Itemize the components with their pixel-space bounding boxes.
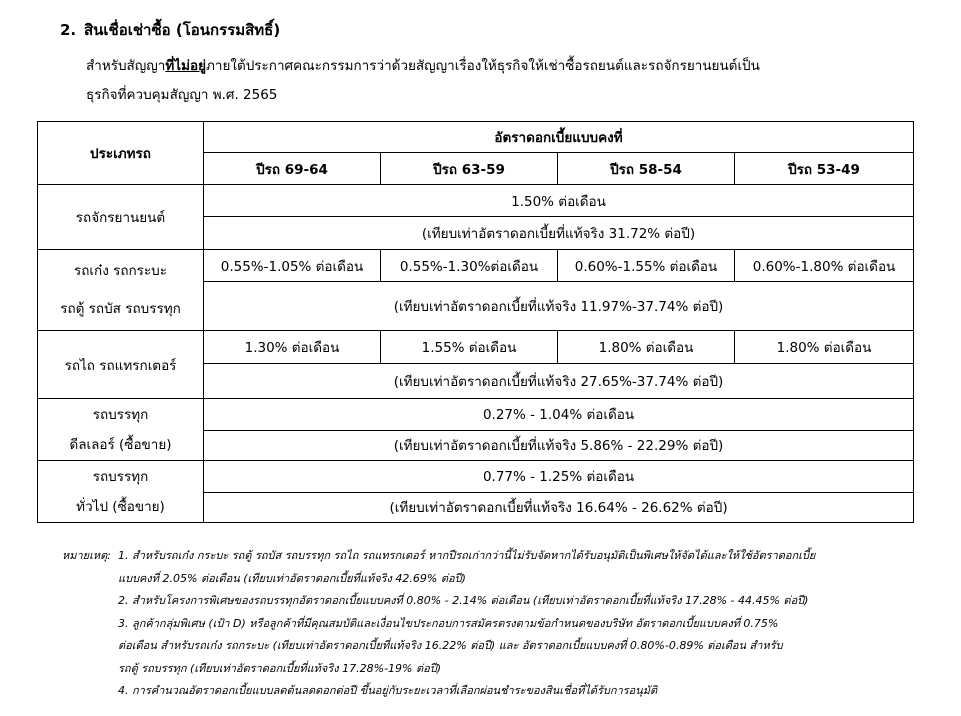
tractor-effective-rate: (เทียบเท่าอัตราดอกเบี้ยที่แท้จริง 27.65%-37.74% ต่อปี)	[204, 363, 914, 399]
truck-general-label	[38, 461, 204, 523]
notes-section	[62, 545, 942, 703]
motorcycle-effective-rate: (เทียบเท่าอัตราดอกเบี้ยที่แท้จริง 31.72% ต่อปี)	[204, 217, 914, 249]
truck-general-monthly-rate: 0.77% - 1.25% ต่อเดือน	[204, 461, 914, 492]
sedan-rate-1: 0.55%-1.05% ต่อเดือน	[204, 249, 381, 281]
intro-prefix: สำหรับสัญญา	[86, 58, 166, 74]
sedan-rate-3: 0.60%-1.55% ต่อเดือน	[558, 249, 735, 281]
note-3-line-2: ต่อเดือน สำหรับรถเก๋ง รถกระบะ (เทียบเท่าอัตราดอกเบี้ยที่แท้จริง 16.22% ต่อปี) และ อัตราดอกเบี้ยแบบคงที่ 0.80%-0.89% ต่อเดือน สำหรับ	[118, 639, 783, 652]
section-title: สินเชื่อเช่าซื้อ (โอนกรรมสิทธิ์)	[84, 21, 281, 39]
sedan-effective-rate: (เทียบเท่าอัตราดอกเบี้ยที่แท้จริง 11.97%-37.74% ต่อปี)	[204, 282, 914, 331]
year-header-2: ปีรถ 63-59	[381, 153, 558, 184]
truck-dealer-label	[38, 399, 204, 461]
note-3-line-3: รถตู้ รถบรรทุก (เทียบเท่าอัตราดอกเบี้ยที่แท้จริง 17.28%-19% ต่อปี)	[118, 661, 442, 675]
truck-dealer-label-line-2: ดีลเลอร์ (ซื้อขาย)	[69, 436, 172, 453]
tractor-rate-2: 1.55% ต่อเดือน	[381, 331, 558, 363]
truck-general-effective-rate: (เทียบเท่าอัตราดอกเบี้ยที่แท้จริง 16.64% - 26.62% ต่อปี)	[204, 492, 914, 522]
fixed-rate-header: อัตราดอกเบี้ยแบบคงที่	[204, 122, 914, 153]
truck-general-label-line-2: ทั่วไป (ซื้อขาย)	[76, 498, 165, 515]
sedan-rate-2: 0.55%-1.30%ต่อเดือน	[381, 249, 558, 281]
intro-line-2: ธุรกิจที่ควบคุมสัญญา พ.ศ. 2565	[86, 87, 278, 103]
vehicle-type-header: ประเภทรถ	[38, 122, 204, 185]
note-2-line-1: 2. สำหรับโครงการพิเศษของรถบรรทุกอัตราดอกเบี้ยแบบคงที่ 0.80% - 2.14% ต่อเดือน (เทียบเท่าอัตราดอกเบี้ยที่แท้จริง 17.28% - 44.45% ต่อปี)	[118, 594, 809, 607]
intro-emphasis: ที่ไม่อยู่	[165, 58, 206, 74]
sedan-rate-4: 0.60%-1.80% ต่อเดือน	[735, 249, 914, 281]
intro-suffix: ภายใต้ประกาศคณะกรรมการว่าด้วยสัญญาเรื่องให้ธุรกิจให้เช่าซื้อรถยนต์และรถจักรยานยนต์เป็น	[205, 58, 760, 74]
notes-list	[118, 545, 942, 703]
sedan-label-line-2: รถตู้ รถบัส รถบรรทุก	[60, 301, 181, 317]
tractor-label: รถไถ รถแทรกเตอร์	[38, 331, 204, 399]
tractor-rate-1: 1.30% ต่อเดือน	[204, 331, 381, 363]
intro-paragraph	[86, 52, 946, 110]
tractor-rate-4: 1.80% ต่อเดือน	[735, 331, 914, 363]
note-4-line-1: 4. การคำนวณอัตราดอกเบี้ยแบบลดต้นลดดอกต่อปี ขึ้นอยู่กับระยะเวลาที่เลือกผ่อนชำระของสินเชื่อที่ได้รับการอนุมัติ	[118, 684, 658, 697]
tractor-rate-3: 1.80% ต่อเดือน	[558, 331, 735, 363]
note-3-line-1: 3. ลูกค้ากลุ่มพิเศษ (เป้า D) หรือลูกค้าที่มีคุณสมบัติและเงื่อนไขประกอบการสมัครตรงตามข้อกำหนดของบริษัท อัตราดอกเบี้ยแบบคงที่ 0.75%	[118, 616, 779, 630]
truck-dealer-monthly-rate: 0.27% - 1.04% ต่อเดือน	[204, 399, 914, 430]
year-header-3: ปีรถ 58-54	[558, 153, 735, 184]
truck-general-label-line-1: รถบรรทุก	[92, 468, 149, 485]
motorcycle-monthly-rate: 1.50% ต่อเดือน	[204, 184, 914, 216]
note-1-line-2: แบบคงที่ 2.05% ต่อเดือน (เทียบเท่าอัตราดอกเบี้ยที่แท้จริง 42.69% ต่อปี)	[118, 571, 466, 585]
sedan-label	[38, 249, 204, 330]
sedan-label-line-1: รถเก๋ง รถกระบะ	[73, 263, 168, 279]
notes-label: หมายเหตุ:	[62, 549, 111, 562]
truck-dealer-effective-rate: (เทียบเท่าอัตราดอกเบี้ยที่แท้จริง 5.86% - 22.29% ต่อปี)	[204, 430, 914, 460]
year-header-1: ปีรถ 69-64	[204, 153, 381, 184]
year-header-4: ปีรถ 53-49	[735, 153, 914, 184]
interest-rate-table	[37, 121, 914, 523]
section-heading	[60, 18, 280, 42]
motorcycle-label: รถจักรยานยนต์	[38, 184, 204, 249]
section-number: 2.	[60, 21, 77, 39]
intro-line-1	[86, 52, 946, 81]
note-1-line-1: 1. สำหรับรถเก๋ง กระบะ รถตู้ รถบัส รถบรรทุก รถไถ รถแทรกเตอร์ หากปีรถเก่ากว่านี้ไม่รับจัดหากได้รับอนุมัติเป็นพิเศษให้จัดได้และให้ใช้อัตราดอกเบี้ย	[118, 549, 816, 562]
truck-dealer-label-line-1: รถบรรทุก	[92, 406, 149, 423]
